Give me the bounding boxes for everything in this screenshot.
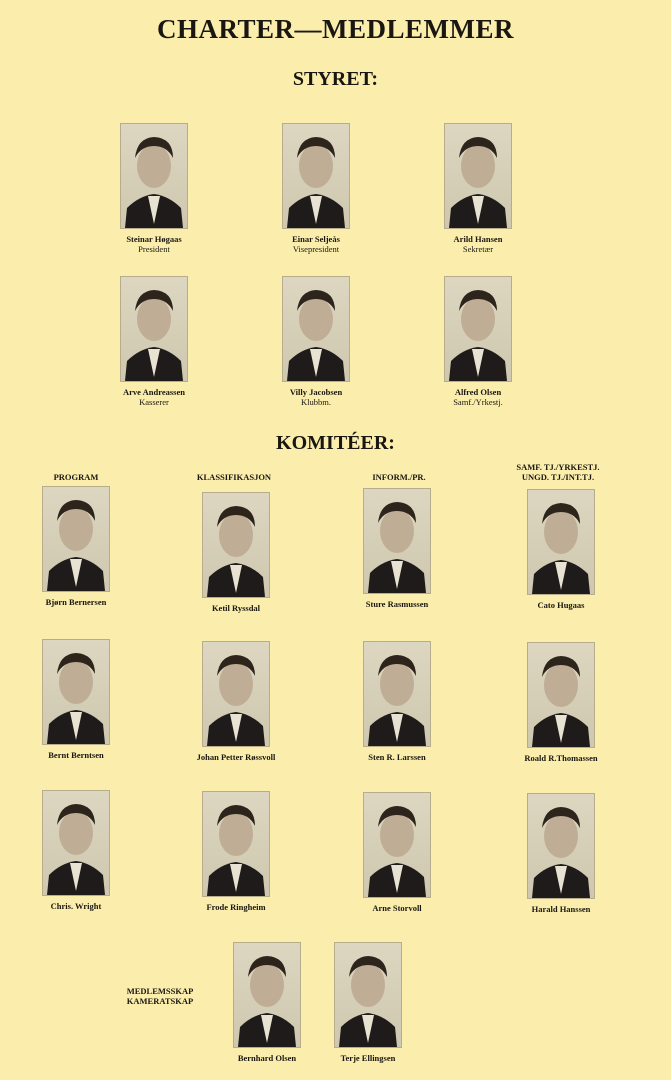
portrait-photo [363,641,431,747]
committee-member [491,642,631,763]
member-name: Arne Storvoll [372,903,422,913]
portrait-photo [527,793,595,899]
board-member [84,276,224,407]
board-heading: STYRET: [292,68,379,90]
member-name: Villy Jacobsen [289,387,343,397]
committee-member [491,489,631,610]
portrait-photo [527,642,595,748]
portrait-photo [233,942,301,1048]
member-name: Alfred Olsen [454,387,502,397]
portrait-photo [282,276,350,382]
committee-title-samf-line1: SAMF. TJ./YRKESTJ. [516,462,600,472]
member-role: Kasserer [139,397,169,407]
member-role: Visepresident [292,244,340,254]
committee-title-inform: INFORM./PR. [372,472,426,482]
committee-member [166,791,306,912]
committee-member [6,790,146,911]
board-member [246,123,386,254]
member-name: Einar Seljeås [292,234,340,244]
member-role: President [138,244,170,254]
committee-title-program: PROGRAM [53,472,99,482]
member-name: Chris. Wright [50,901,102,911]
board-member [408,276,548,407]
page-title: CHARTER—MEDLEMMER [156,14,515,44]
member-name: Sten R. Larssen [368,752,426,762]
portrait-photo [42,639,110,745]
member-name: Roald R.Thomassen [524,753,598,763]
portrait-photo [444,276,512,382]
member-name: Johan Petter Røssvoll [196,752,276,762]
portrait-photo [334,942,402,1048]
member-name: Bjørn Bernersen [45,597,107,607]
portrait-photo [120,123,188,229]
committee-member [6,486,146,607]
committee-member [6,639,146,760]
member-name: Terje Ellingsen [340,1053,396,1063]
board-member [246,276,386,407]
member-name: Arve Andreassen [123,387,185,397]
member-name: Steinar Høgaas [126,234,182,244]
portrait-photo [282,123,350,229]
member-name: Arild Hansen [453,234,503,244]
committee-title-medlemsskap-line2: KAMERATSKAP [126,996,194,1006]
member-role: Samf./Yrkestj. [453,397,503,407]
committee-member [327,641,467,762]
portrait-photo [363,792,431,898]
portrait-photo [527,489,595,595]
portrait-photo [202,492,270,598]
committee-title-samf [488,462,628,482]
committee-member [327,488,467,609]
portrait-photo [202,641,270,747]
portrait-photo [363,488,431,594]
portrait-photo [444,123,512,229]
member-name: Frode Ringheim [206,902,266,912]
committee-member [166,492,306,613]
committee-title-medlemsskap-line1: MEDLEMSSKAP [126,986,194,996]
committee-title-samf-line2: UNGD. TJ./INT.TJ. [521,472,595,482]
member-name: Sture Rasmussen [365,599,429,609]
committee-title-klassifikasjon: KLASSIFIKASJON [196,472,272,482]
member-role: Sekretær [462,244,494,254]
board-member [84,123,224,254]
committee-member [166,641,306,762]
member-name: Cato Hugaas [537,600,585,610]
portrait-photo [120,276,188,382]
portrait-photo [202,791,270,897]
committee-member [491,793,631,914]
member-name: Bernhard Olsen [237,1053,297,1063]
member-name: Ketil Ryssdal [211,603,261,613]
member-name: Harald Hanssen [531,904,591,914]
portrait-photo [42,486,110,592]
committee-member [298,942,438,1063]
committees-heading: KOMITÉER: [276,432,395,454]
member-name: Bernt Berntsen [48,750,104,760]
board-member [408,123,548,254]
portrait-photo [42,790,110,896]
committee-member [327,792,467,913]
member-role: Klubbm. [301,397,331,407]
